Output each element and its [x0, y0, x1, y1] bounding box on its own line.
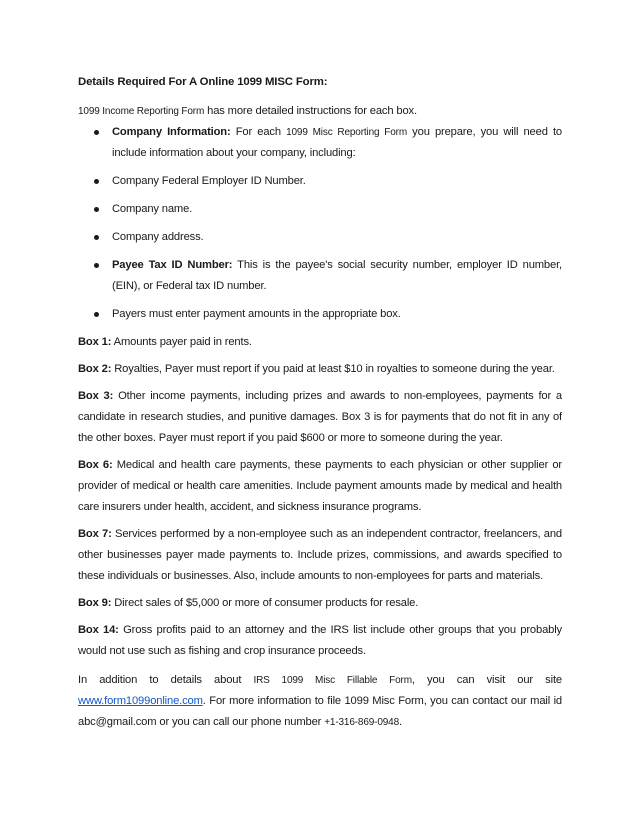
- list-item-ein: [78, 171, 562, 192]
- box-2-paragraph: [78, 359, 562, 380]
- closing-end: .: [398, 716, 402, 728]
- box-9-paragraph: [78, 593, 562, 614]
- closing-mid: , you can visit our site: [411, 674, 562, 686]
- closing-pre: In addition to details about: [78, 674, 254, 686]
- box-14-text: Gross profits paid to an attorney and the IRS list include other groups that you probably would not use such as fishing and crop insurance proceeds.: [78, 624, 562, 657]
- box-9-label: Box 9:: [78, 597, 112, 609]
- box-9-text: Direct sales of $5,000 or more of consumer products for resale.: [111, 597, 419, 609]
- phone-number: +1-316-869-0948: [324, 717, 399, 728]
- company-info-pre: For each: [230, 126, 287, 138]
- bullet-icon: [94, 263, 99, 268]
- closing-form-name: IRS 1099 Misc Fillable Form: [253, 675, 412, 686]
- closing-paragraph: [78, 670, 562, 733]
- box-2-label: Box 2:: [78, 363, 112, 375]
- box-1-text: Amounts payer paid in rents.: [111, 336, 252, 348]
- box-6-label: Box 6:: [78, 459, 113, 471]
- bullet-icon: [94, 130, 99, 135]
- box-14-paragraph: [78, 620, 562, 662]
- company-info-post: you prepare, you will need to include information about your company, including:: [112, 126, 562, 159]
- intro-form-name: 1099 Income Reporting Form: [78, 106, 205, 117]
- list-item-payment-amounts: [78, 304, 562, 325]
- list-item-payee-tax-id: [78, 255, 562, 297]
- company-name-text: Company name.: [112, 203, 193, 215]
- page-title: Details Required For A Online 1099 MISC Form:: [78, 76, 328, 88]
- company-address-text: Company address.: [112, 231, 204, 243]
- payers-text: Payers must enter payment amounts in the appropriate box.: [112, 308, 401, 320]
- closing-after-link: . For more information to file 1099 Misc Form, you can contact our mail id abc@gmail.com or you can call our phone number: [78, 695, 562, 728]
- bullet-icon: [94, 235, 99, 240]
- box-2-text: Royalties, Payer must report if you paid at least $10 in royalties to someone during the year.: [111, 363, 555, 375]
- requirements-list: [78, 122, 562, 325]
- box-1-label: Box 1:: [78, 336, 112, 348]
- box-3-paragraph: [78, 386, 562, 449]
- box-3-text: Other income payments, including prizes and awards to non-employees, payments for a candidate in research studies, and punitive damages. Box 3 is for payments that do not fit in any of the other boxes. Payer must report if you paid $600 or more to someone during the year.: [78, 390, 562, 444]
- company-info-label: Company Information:: [112, 126, 231, 138]
- box-6-text: Medical and health care payments, these payments to each physician or other supplier or provider of medical or health care amenities. Include payment amounts made by medical and health care insurers under health, accident, and sickness insurance programs.: [78, 459, 563, 513]
- intro-paragraph: [78, 101, 562, 122]
- box-6-paragraph: [78, 455, 562, 518]
- box-7-text: Services performed by a non-employee such as an independent contractor, freelancers, and other businesses payer made payments to. Include prizes, commissions, and awards specified to these individuals or businesses. Also, include amounts to non-employees for parts and materials.: [78, 528, 562, 582]
- payee-text: This is the payee's social security number, employer ID number, (EIN), or Federal tax ID number.: [112, 259, 562, 292]
- payee-label: Payee Tax ID Number:: [112, 259, 233, 271]
- intro-text: has more detailed instructions for each box.: [204, 105, 417, 117]
- box-14-label: Box 14:: [78, 624, 119, 636]
- list-item-company-name: [78, 199, 562, 220]
- bullet-icon: [94, 179, 99, 184]
- box-7-label: Box 7:: [78, 528, 112, 540]
- bullet-icon: [94, 207, 99, 212]
- box-3-label: Box 3:: [78, 390, 114, 402]
- company-info-form-name: 1099 Misc Reporting Form: [286, 127, 407, 138]
- ein-text: Company Federal Employer ID Number.: [112, 175, 306, 187]
- box-7-paragraph: [78, 524, 562, 587]
- box-1-paragraph: [78, 332, 562, 353]
- list-item-company-address: [78, 227, 562, 248]
- list-item-company-information: [78, 122, 562, 164]
- document-body: [78, 72, 562, 733]
- site-link[interactable]: www.form1099online.com: [78, 695, 203, 707]
- bullet-icon: [94, 312, 99, 317]
